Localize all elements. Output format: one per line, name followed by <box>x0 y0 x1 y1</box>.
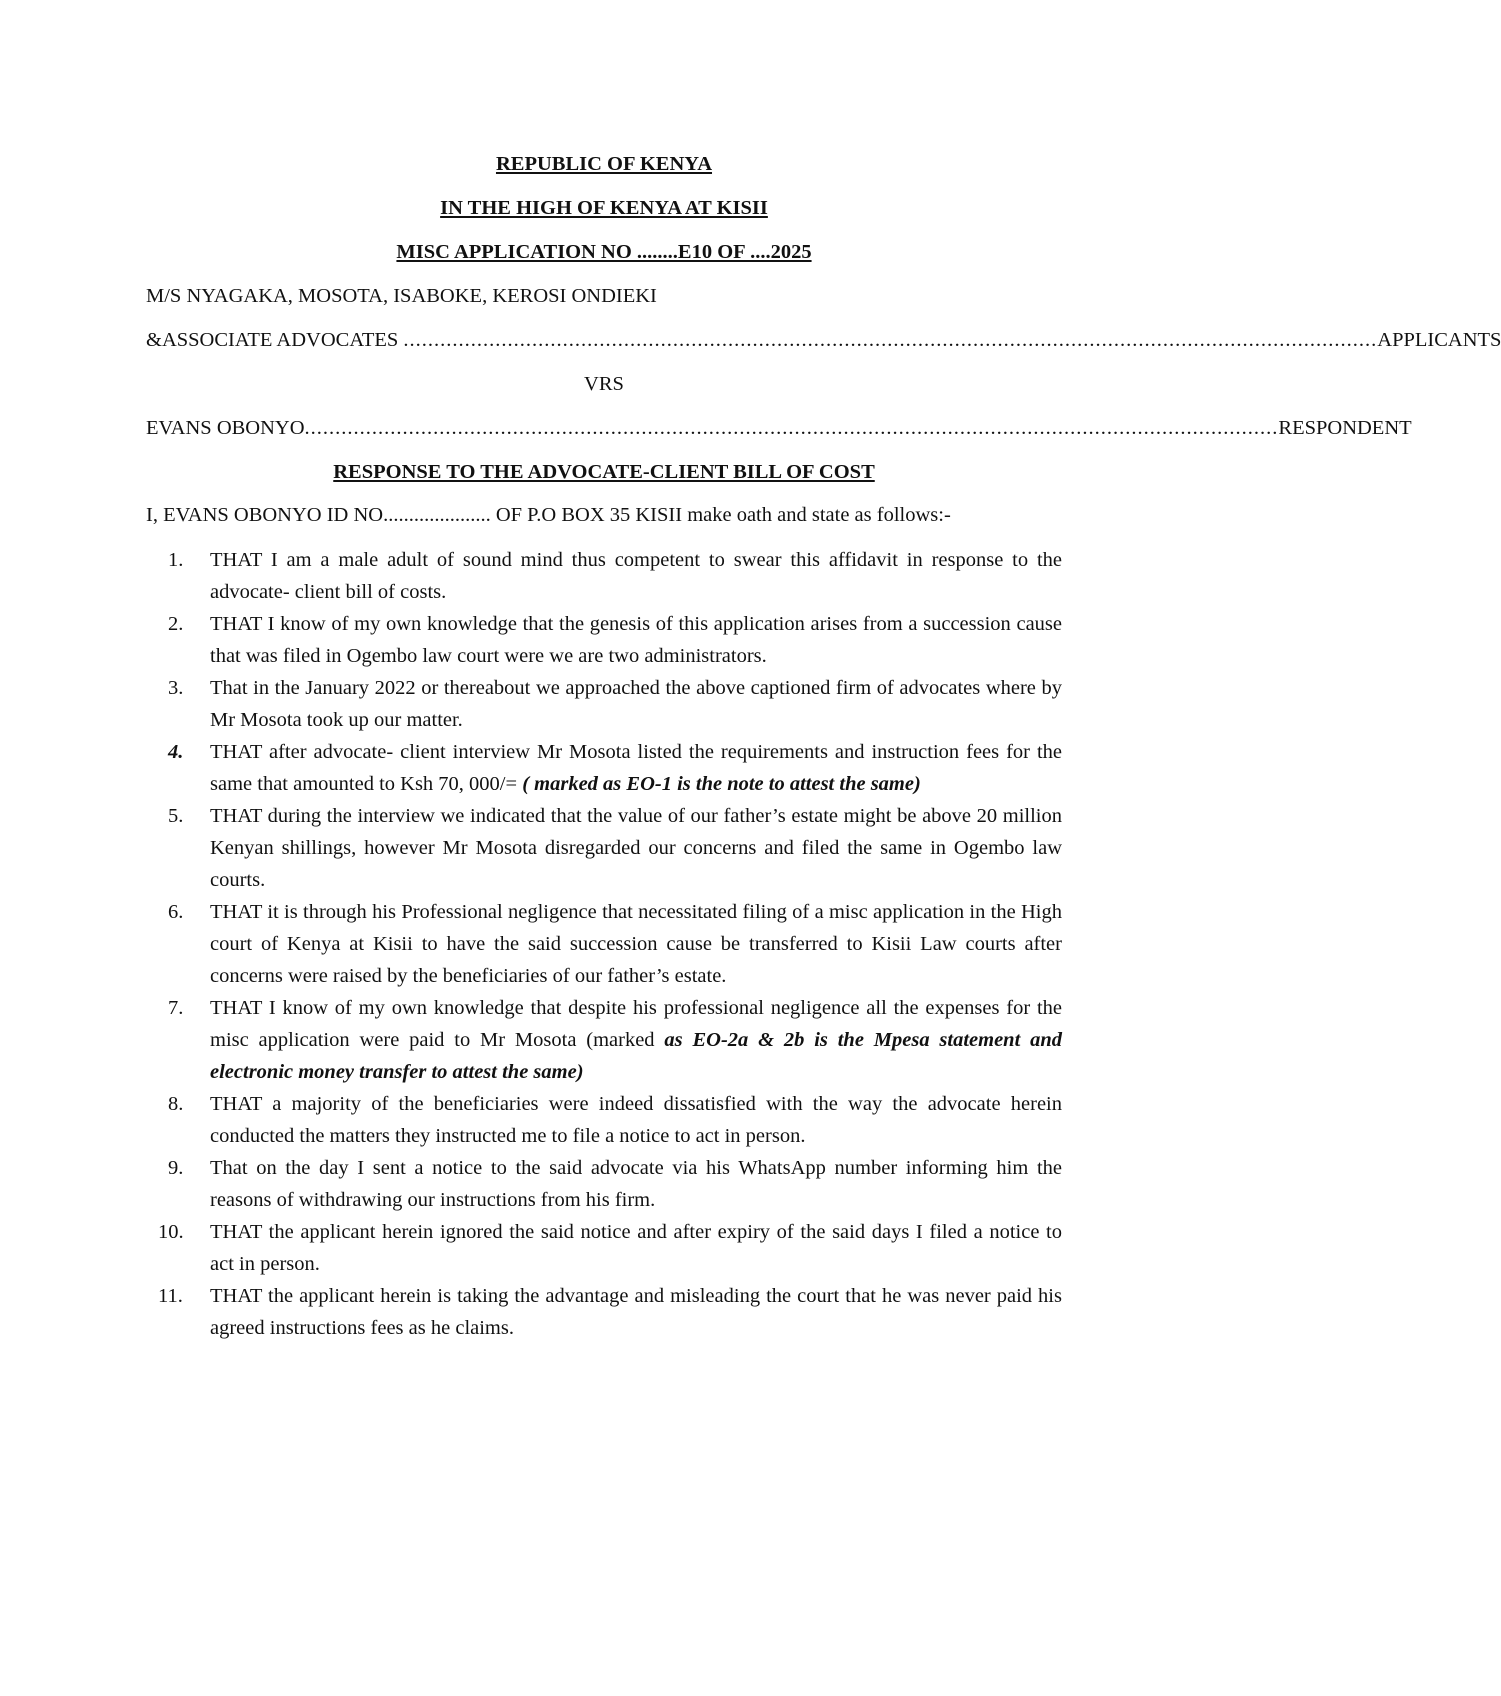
respondent-name: EVANS OBONYO <box>146 417 305 439</box>
paragraph-text: THAT the applicant herein ignored the said notice and after expiry of the said days I filed a notice to act in person. <box>210 1221 1062 1275</box>
paragraph-4 <box>146 736 1062 800</box>
paragraph-number: 6. <box>168 901 184 923</box>
paragraph-text: THAT during the interview we indicated that the value of our father’s estate might be above 20 million Kenyan shillings, however Mr Mosota disregarded our concerns and filed the same in Ogembo law courts. <box>210 805 1062 891</box>
paragraph-number: 7. <box>168 997 184 1019</box>
paragraph-number: 1. <box>168 549 184 571</box>
applicant-line-2 <box>146 324 1501 356</box>
paragraph-7 <box>146 992 1062 1088</box>
paragraph-11 <box>146 1280 1062 1344</box>
paragraph-text: That on the day I sent a notice to the said advocate via his WhatsApp number informing him the reasons of withdrawing our instructions from his firm. <box>210 1157 1062 1211</box>
respondent-dots: ............................................................................................................................................................... <box>304 417 1279 439</box>
paragraph-text: THAT I know of my own knowledge that despite his professional negligence all the expenses for the misc application were paid to Mr Mosota (marked <box>210 997 1062 1051</box>
paragraph-number: 3. <box>168 677 184 699</box>
respondent-role: RESPONDENT <box>1278 417 1412 439</box>
paragraph-text: THAT I am a male adult of sound mind thus competent to swear this affidavit in response to the advocate- client bill of costs. <box>210 549 1062 603</box>
paragraph-text: THAT the applicant herein is taking the advantage and misleading the court that he was never paid his agreed instructions fees as he claims. <box>210 1285 1062 1339</box>
case-number-heading: MISC APPLICATION NO ........E10 OF ....2025 <box>396 241 812 263</box>
paragraph-2 <box>146 608 1062 672</box>
paragraph-10 <box>146 1216 1062 1280</box>
paragraph-number: 9. <box>168 1157 184 1179</box>
paragraph-8 <box>146 1088 1062 1152</box>
paragraph-6 <box>146 896 1062 992</box>
republic-heading: REPUBLIC OF KENYA <box>495 153 713 175</box>
paragraph-text: THAT I know of my own knowledge that the genesis of this application arises from a succession cause that was filed in Ogembo law court were we are two administrators. <box>210 613 1062 667</box>
document-body <box>146 148 1501 1344</box>
applicant-name: &ASSOCIATE ADVOCATES <box>146 329 404 351</box>
paragraph-number: 11. <box>158 1285 183 1307</box>
paragraph-1 <box>146 544 1062 608</box>
paragraph-5 <box>146 800 1062 896</box>
paragraph-number: 8. <box>168 1093 184 1115</box>
paragraph-number: 4. <box>168 741 184 763</box>
paragraph-text: THAT it is through his Professional negligence that necessitated filing of a misc application in the High court of Kenya at Kisii to have the said succession cause be transferred to Kisii Law courts after concerns were raised by the beneficiaries of our father’s estate. <box>210 901 1062 987</box>
court-heading: IN THE HIGH OF KENYA AT KISII <box>440 197 768 219</box>
exhibit-reference: as EO-2a & 2b is the Mpesa statement and electronic money transfer to attest the same) <box>210 1029 1062 1083</box>
affidavit-paragraphs <box>146 544 1062 1344</box>
affidavit-intro: I, EVANS OBONYO ID NO..................... OF P.O BOX 35 KISII make oath and state as follows:- <box>146 504 951 526</box>
paragraph-text: THAT a majority of the beneficiaries were indeed dissatisfied with the way the advocate herein conducted the matters they instructed me to file a notice to act in person. <box>210 1093 1062 1147</box>
paragraph-number: 5. <box>168 805 184 827</box>
paragraph-3 <box>146 672 1062 736</box>
respondent-line <box>146 412 1412 444</box>
applicant-line-1: M/S NYAGAKA, MOSOTA, ISABOKE, KEROSI ONDIEKI <box>146 285 657 307</box>
paragraph-text: That in the January 2022 or thereabout we approached the above captioned firm of advocates where by Mr Mosota took up our matter. <box>210 677 1062 731</box>
exhibit-reference: ( marked as EO-1 is the note to attest the same) <box>522 773 921 795</box>
versus-label: VRS <box>584 373 624 395</box>
document-title: RESPONSE TO THE ADVOCATE-CLIENT BILL OF COST <box>333 461 875 483</box>
paragraph-number: 2. <box>168 613 184 635</box>
paragraph-9 <box>146 1152 1062 1216</box>
applicant-role: APPLICANTS <box>1377 329 1501 351</box>
paragraph-number: 10. <box>158 1221 184 1243</box>
applicant-dots: ............................................................................................................................................................... <box>403 329 1378 351</box>
paragraph-text: THAT after advocate- client interview Mr Mosota listed the requirements and instruction fees for the same that amounted to Ksh 70, 000/= <box>210 741 1062 795</box>
